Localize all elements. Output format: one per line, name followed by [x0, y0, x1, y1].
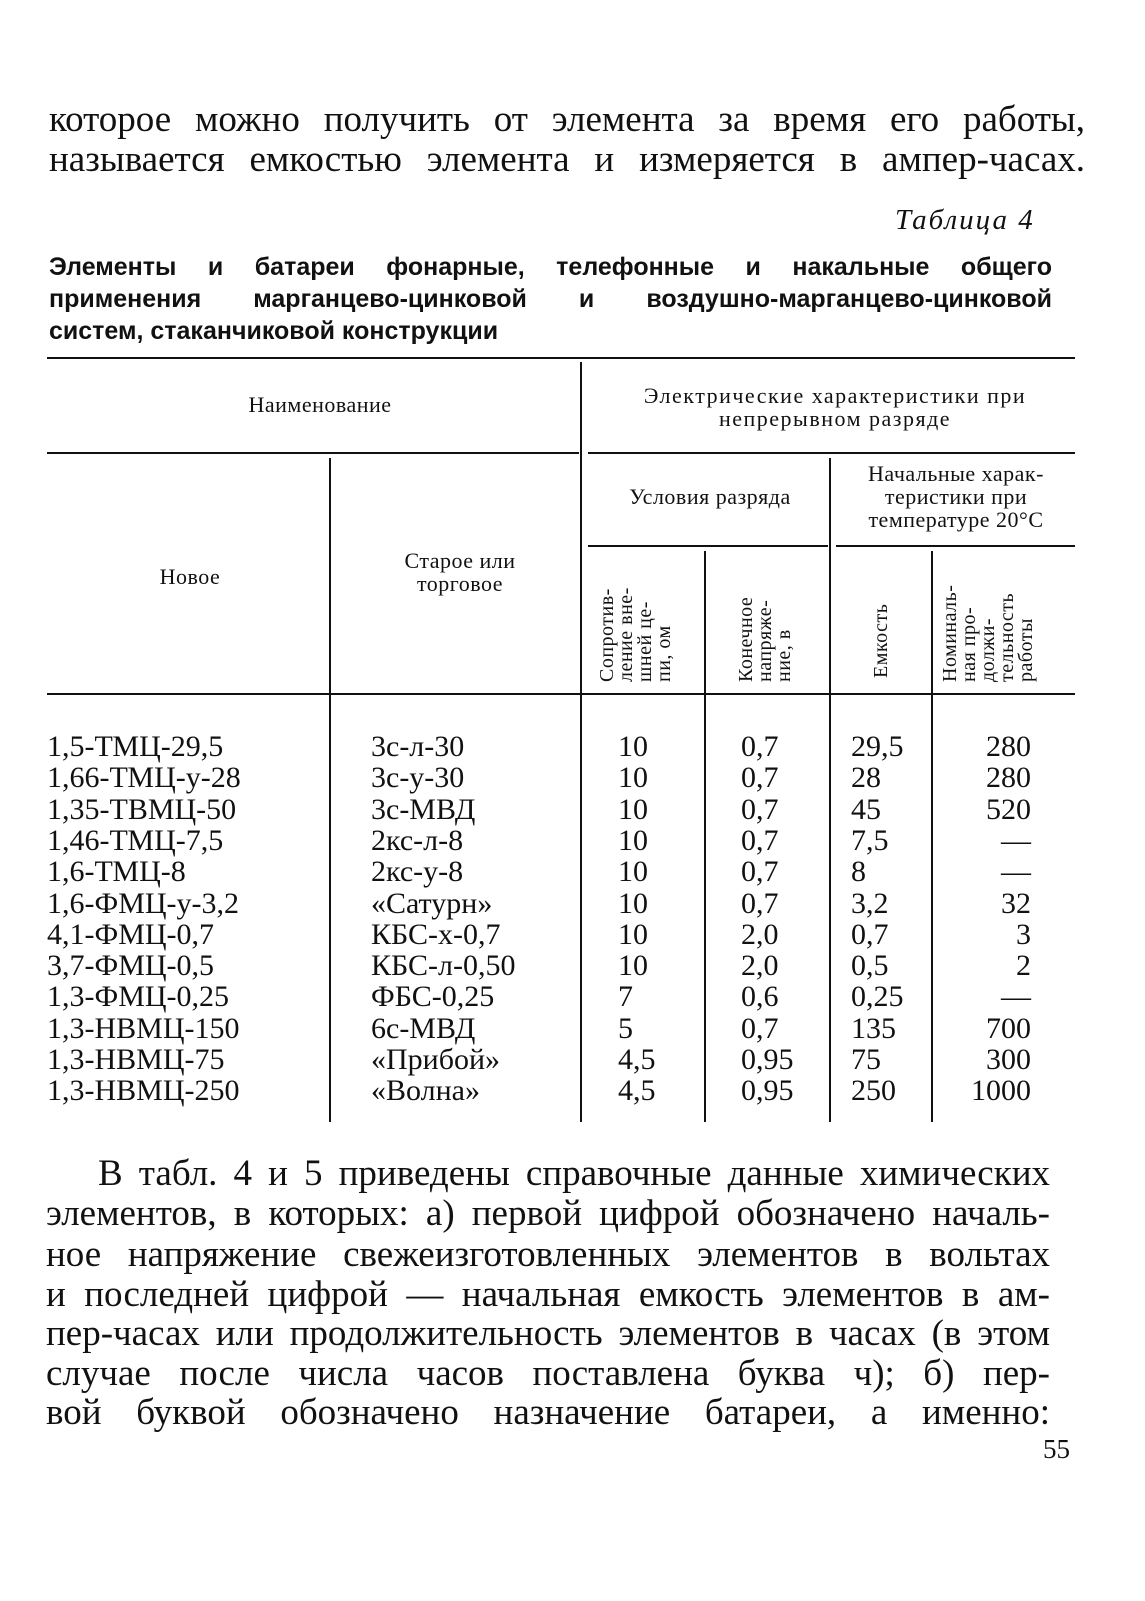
cell-resistance: 10 [618, 730, 648, 763]
title-line: Элементы и батареи фонарные, телефонные и накальные общего [49, 253, 1052, 281]
cell-resistance: 5 [618, 1011, 633, 1045]
cell-old: 2кс-л-8 [371, 823, 464, 857]
divider-resistance-voltage [704, 551, 706, 1122]
header-duration-line: должи- [977, 617, 999, 682]
header-resistance-line: ление вне- [615, 587, 637, 682]
cell-resistance: 10 [618, 823, 648, 857]
cell-capacity: 29,5 [851, 730, 904, 763]
header-initial-line: теристики при [884, 484, 1028, 509]
text-line: которое можно получить от элемента за время его работы, [49, 99, 1085, 140]
cell-voltage: 0,7 [741, 823, 779, 857]
text-line: ное напряжение свежеизготовленных элементов в вольтах [46, 1234, 1050, 1275]
page-number: 55 [1043, 1434, 1070, 1464]
cell-voltage: 2,0 [741, 917, 779, 951]
cell-duration: 520 [986, 792, 1031, 826]
header-electric-line: Электрические характеристики при [643, 383, 1027, 408]
cell-resistance: 10 [618, 761, 648, 795]
cell-voltage: 2,0 [741, 949, 779, 983]
cell-duration: — [1001, 980, 1031, 1014]
cell-new: 1,66-ТМЦ-у-28 [47, 761, 241, 795]
cell-resistance: 10 [618, 855, 648, 889]
header-rule-conditions [588, 545, 828, 547]
header-rule-left [47, 452, 579, 454]
header-voltage-line: ние, в [773, 629, 795, 682]
cell-capacity: 0,7 [851, 917, 889, 951]
cell-capacity: 0,5 [851, 949, 889, 983]
cell-resistance: 4,5 [618, 1074, 656, 1108]
header-duration-line: тельность [996, 592, 1018, 682]
title-line: применения марганцево-цинковой и воздушно-марганцево-цинковой [49, 285, 1052, 313]
header-capacity: Емкость [870, 603, 892, 678]
text-line: элементов, в которых: а) первой цифрой обозначено началь- [46, 1193, 1050, 1234]
header-initial-line: температуре 20°С [868, 507, 1044, 532]
cell-duration: — [1001, 823, 1031, 857]
cell-duration: 280 [986, 730, 1031, 763]
header-initial-line: Начальные харак- [868, 461, 1044, 486]
divider-name-electric [580, 362, 582, 1122]
text-line: называется емкостью элемента и измеряется в ампер-часах. [49, 139, 1085, 180]
title-line: систем, стаканчиковой конструкции [49, 317, 499, 345]
cell-capacity: 250 [851, 1074, 896, 1108]
cell-voltage: 0,7 [741, 886, 779, 920]
cell-capacity: 45 [851, 792, 881, 826]
cell-resistance: 10 [618, 792, 648, 826]
header-new: Новое [159, 564, 221, 589]
header-name-group: Наименование [248, 392, 392, 417]
cell-duration: 280 [986, 761, 1031, 795]
text-line: и последней цифрой — начальная емкость элементов в ам- [46, 1274, 1050, 1315]
divider-conditions-initial [829, 458, 831, 1122]
cell-old: 3с-л-30 [371, 730, 465, 763]
cell-capacity: 28 [851, 761, 881, 795]
cell-voltage: 0,95 [741, 1074, 794, 1108]
cell-new: 1,3-НВМЦ-75 [47, 1043, 225, 1076]
cell-duration: 3 [1016, 917, 1031, 951]
header-duration-line: ная про- [958, 606, 980, 682]
text-line: вой буквой обозначено назначение батареи, а именно: [46, 1392, 1050, 1433]
cell-resistance: 10 [618, 917, 648, 951]
cell-new: 1,3-ФМЦ-0,25 [47, 980, 230, 1014]
cell-old: 2кс-у-8 [371, 855, 464, 889]
header-voltage-line: напряже- [754, 599, 776, 682]
cell-resistance: 10 [618, 886, 648, 920]
cell-old: «Сатурн» [371, 886, 493, 920]
cell-old: ФБС-0,25 [371, 980, 495, 1014]
cell-resistance: 4,5 [618, 1043, 656, 1076]
cell-new: 1,5-ТМЦ-29,5 [47, 730, 224, 763]
header-old-line: торговое [416, 571, 504, 596]
cell-capacity: 7,5 [851, 823, 889, 857]
cell-new: 1,6-ФМЦ-у-3,2 [47, 886, 240, 920]
header-duration-line: работы [1015, 618, 1037, 682]
table-top-rule [47, 357, 1075, 359]
cell-duration: 32 [1001, 886, 1031, 920]
cell-voltage: 0,7 [741, 855, 779, 889]
cell-old: КБС-л-0,50 [371, 949, 516, 983]
cell-voltage: 0,7 [741, 761, 779, 795]
cell-old: «Прибой» [371, 1043, 501, 1076]
cell-new: 1,3-НВМЦ-250 [47, 1074, 240, 1108]
cell-duration: 2 [1016, 949, 1031, 983]
cell-capacity: 75 [851, 1043, 881, 1076]
header-rule-initial [836, 545, 1075, 547]
cell-new: 1,46-ТМЦ-7,5 [47, 823, 224, 857]
header-bottom-rule [47, 693, 1075, 695]
cell-old: 6с-МВД [371, 1011, 476, 1045]
cell-old: 3с-МВД [371, 792, 476, 826]
cell-new: 1,6-ТМЦ-8 [47, 855, 186, 889]
cell-old: 3с-у-30 [371, 761, 465, 795]
text-line: пер-часах или продолжительность элементов в часах (в этом [46, 1313, 1050, 1354]
text-line: В табл. 4 и 5 приведены справочные данные химических [98, 1153, 1050, 1194]
header-voltage-line: Конечное [735, 596, 757, 682]
cell-voltage: 0,7 [741, 730, 779, 763]
cell-voltage: 0,95 [741, 1043, 794, 1076]
header-resistance-line: Сопротив- [596, 588, 618, 682]
text-line: случае после числа часов поставлена буква ч); б) пер- [46, 1353, 1050, 1394]
cell-new: 1,35-ТВМЦ-50 [47, 792, 237, 826]
cell-voltage: 0,6 [741, 980, 779, 1014]
cell-new: 4,1-ФМЦ-0,7 [47, 917, 215, 951]
cell-capacity: 0,25 [851, 980, 904, 1014]
divider-capacity-duration [931, 551, 933, 1122]
table-caption: Таблица 4 [895, 204, 1035, 236]
cell-duration: 300 [986, 1043, 1031, 1076]
cell-duration: 1000 [971, 1074, 1031, 1108]
cell-voltage: 0,7 [741, 792, 779, 826]
cell-old: КБС-х-0,7 [371, 917, 501, 951]
header-resistance-line: пи, ом [653, 625, 675, 682]
cell-resistance: 10 [618, 949, 648, 983]
cell-capacity: 135 [851, 1011, 896, 1045]
header-duration-line: Номиналь- [939, 584, 961, 682]
divider-new-old [329, 458, 331, 1122]
cell-duration: — [1001, 855, 1031, 889]
header-resistance-line: шней це- [634, 601, 656, 682]
header-electric-line: непрерывном разряде [718, 406, 952, 431]
cell-capacity: 3,2 [851, 886, 889, 920]
cell-duration: 700 [986, 1011, 1031, 1045]
cell-resistance: 7 [618, 980, 633, 1014]
cell-voltage: 0,7 [741, 1011, 779, 1045]
header-rule-right [588, 452, 1075, 454]
cell-new: 1,3-НВМЦ-150 [47, 1011, 240, 1045]
cell-capacity: 8 [851, 855, 866, 889]
header-discharge-conditions: Условия разряда [629, 484, 791, 509]
header-old-line: Старое или [404, 548, 516, 573]
cell-old: «Волна» [371, 1074, 480, 1108]
cell-new: 3,7-ФМЦ-0,5 [47, 949, 215, 983]
